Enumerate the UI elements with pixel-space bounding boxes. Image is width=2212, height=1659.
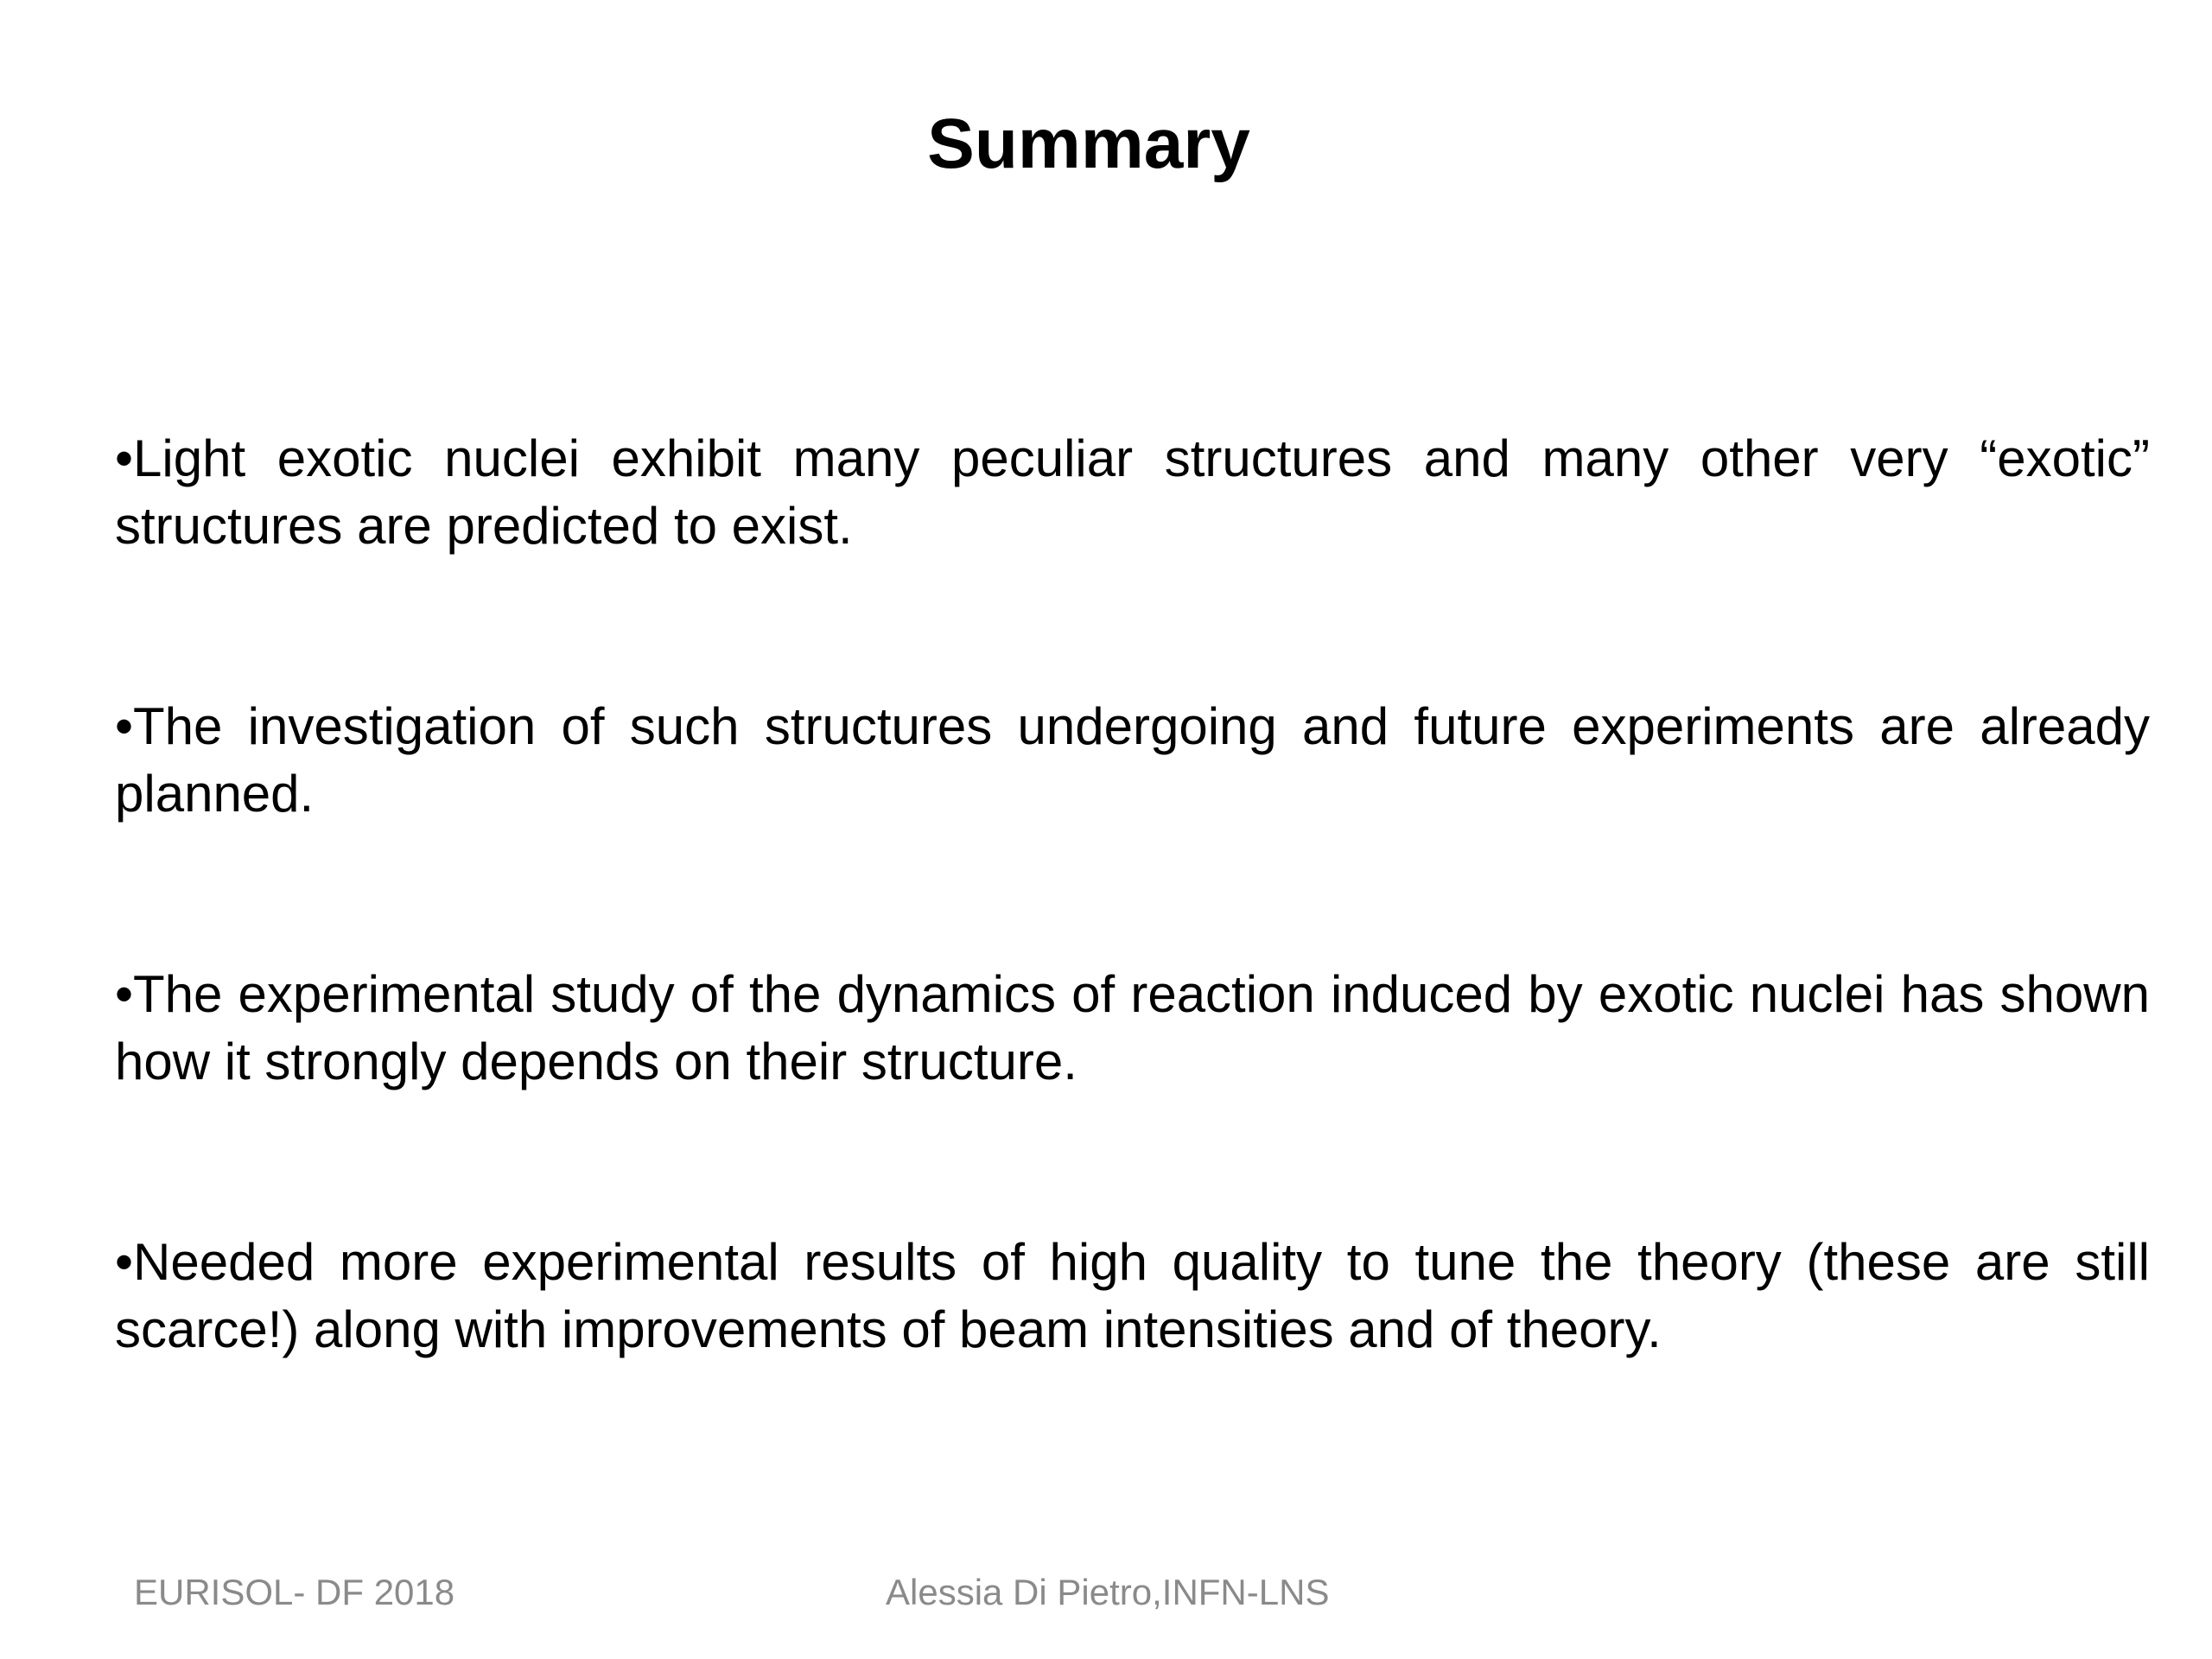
bullet-item-3: •The experimental study of the dynamics of reaction induced by exotic nuclei has shown how it strongly depends on their structure. — [115, 965, 2150, 1090]
slide-title: Summary — [927, 105, 1250, 183]
bullet-item-2: •The investigation of such structures undergoing and future experiments are already planned. — [115, 697, 2150, 823]
footer-author: Alessia Di Pietro,INFN-LNS — [886, 1572, 1330, 1612]
footer-event: EURISOL- DF 2018 — [134, 1572, 455, 1612]
bullet-item-4: •Needed more experimental results of high quality to tune the theory (these are still scarce!) along with improvements of beam intensities and of theory. — [115, 1233, 2150, 1358]
bullet-item-1: •Light exotic nuclei exhibit many peculiar structures and many other very “exotic” structures are predicted to exist. — [115, 429, 2150, 555]
